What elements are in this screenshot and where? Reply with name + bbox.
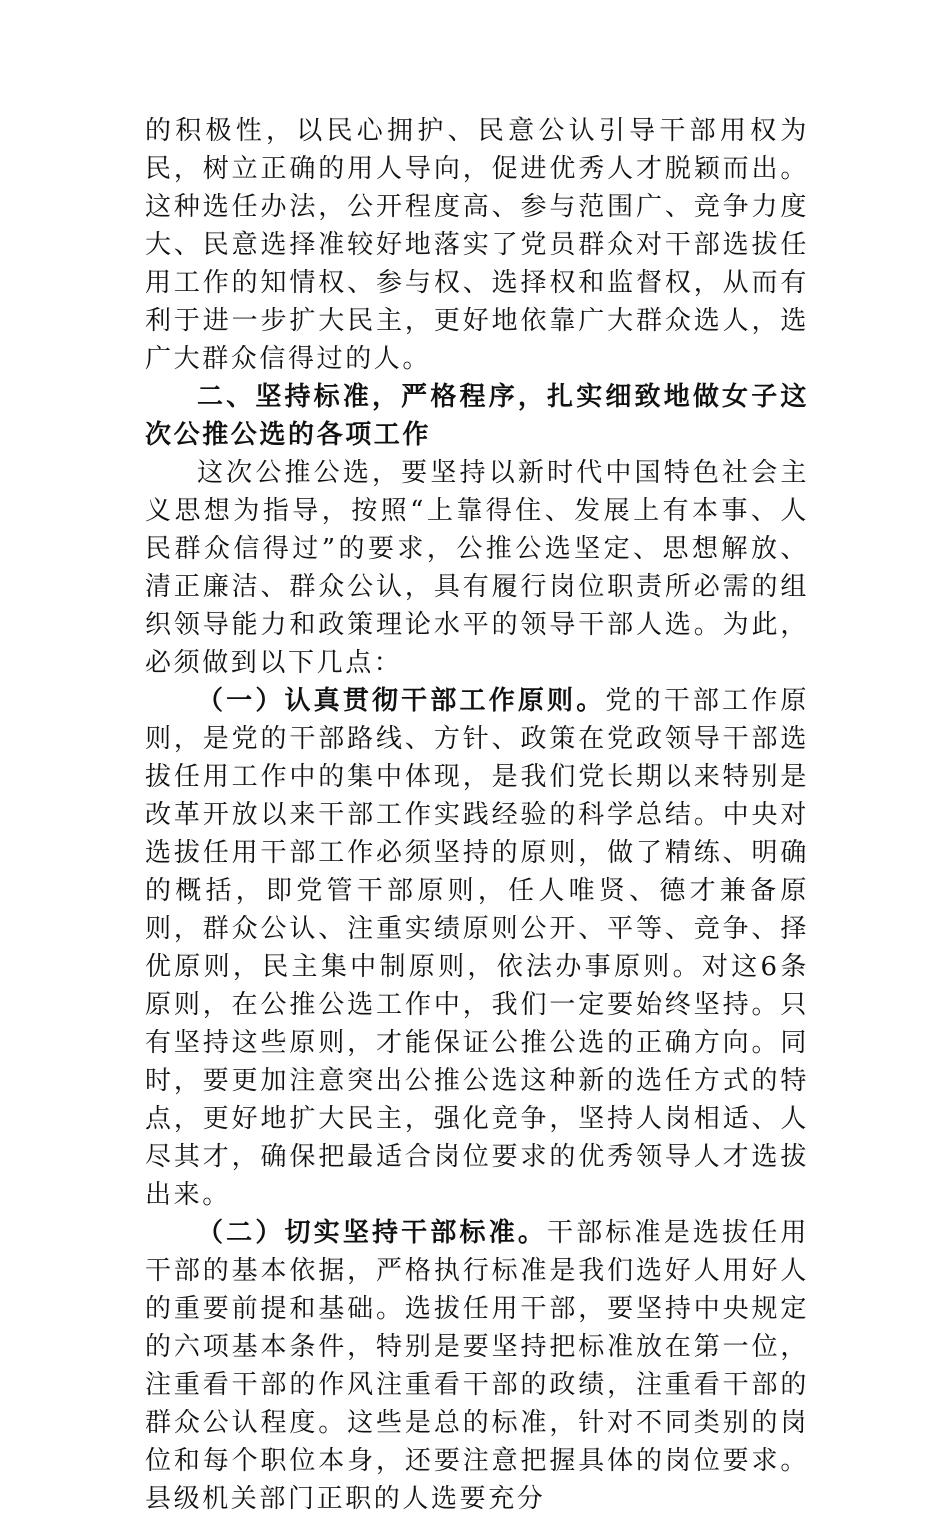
paragraph-opening-continuation: 的积极性，以民心拥护、民意公认引导干部用权为民，树立正确的用人导向，促进优秀人才脱颖而出。这种选任办法，公开程度高、参与范围广、竞争力度大、民意选择准较好地落实了党员群众对干部选拔任用工作的知情权、参与权、选择权和监督权，从而有利于进一步扩大民主，更好地依靠广大群众选人，选广大群众信得过的人。 [145,116,809,374]
section-heading-two: 二、坚持标准，严格程序，扎实细致地做女子这次公推公选的各项工作 [145,382,809,450]
item-one-lead: （一）认真贯彻干部工作原则。 [197,686,606,716]
item-one-paragraph [145,682,809,1214]
item-two-paragraph [145,1214,809,1518]
item-one-body: 党的干部工作原则，是党的干部路线、方针、政策在党政领导干部选拔任用工作中的集中体现，是我们党长期以来特别是改革开放以来干部工作实践经验的科学总结。中央对选拔任用干部工作必须坚持的原则，做了精练、明确的概括，即党管干部原则，任人唯贤、德才兼备原则，群众公认、注重实绩原则公开、平等、竞争、择优原则，民主集中制原则，依法办事原则。对这6条原则，在公推公选工作中，我们一定要始终坚持。只有坚持这些原则，才能保证公推公选的正确方向。同时，要更加注意突出公推公选这种新的选任方式的特点，更好地扩大民主，强化竞争，坚持人岗相适、人尽其才，确保把最适合岗位要求的优秀领导人才选拔出来。 [145,686,809,1210]
item-two-lead: （二）切实坚持干部标准。 [197,1218,548,1248]
item-two-body: 干部标准是选拔任用干部的基本依据，严格执行标准是我们选好人用好人的重要前提和基础。选拔任用干部，要坚持中央规定的六项基本条件，特别是要坚持把标准放在第一位，注重看干部的作风注重看干部的政绩，注重看干部的群众公认程度。这些是总的标准，针对不同类别的岗位和每个职位本身，还要注意把握具体的岗位要求。县级机关部门正职的人选要充分 [145,1218,810,1514]
document-page [145,112,809,1518]
paragraph-requirements: 这次公推公选，要坚持以新时代中国特色社会主义思想为指导，按照“上靠得住、发展上有本事、人民群众信得过”的要求，公推公选坚定、思想解放、清正廉洁、群众公认，具有履行岗位职责所必需的组织领导能力和政策理论水平的领导干部人选。为此，必须做到以下几点： [145,458,809,678]
